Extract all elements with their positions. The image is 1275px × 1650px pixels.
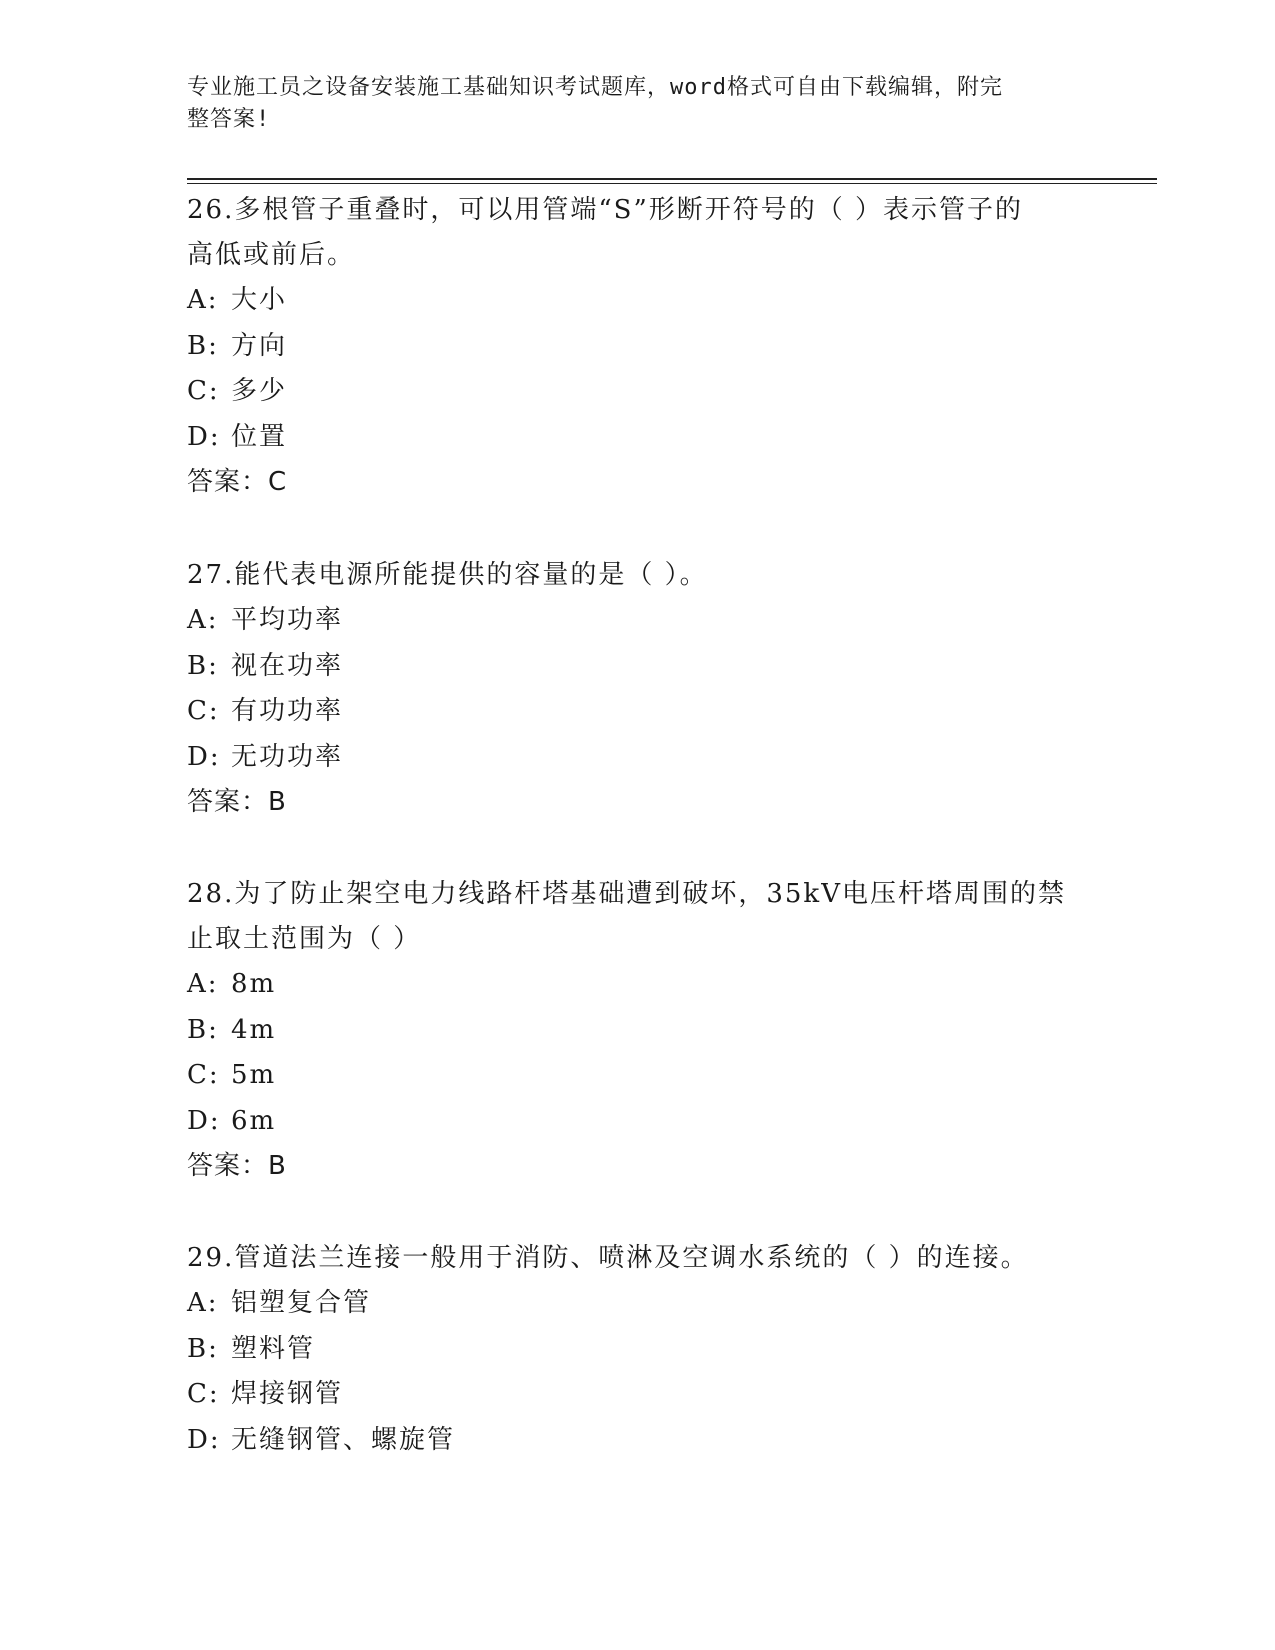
option-letter: C: xyxy=(187,376,220,406)
option-text: 塑料管 xyxy=(231,1333,316,1364)
option-c xyxy=(187,369,1087,415)
option-d xyxy=(187,1418,1087,1464)
header-divider-thin xyxy=(187,183,1157,184)
option-c xyxy=(187,1372,1087,1418)
answer-line: 答案：B xyxy=(187,787,287,817)
answer-line: 答案：B xyxy=(187,1151,287,1181)
option-a xyxy=(187,1281,1087,1327)
option-b xyxy=(187,1008,1087,1054)
question-27 xyxy=(187,553,1087,825)
option-letter: B: xyxy=(187,1014,219,1045)
question-28 xyxy=(187,872,1087,1189)
option-text: 5m xyxy=(231,1060,277,1090)
question-stem-line: 29.管道法兰连接一般用于消防、喷淋及空调水系统的（ ）的连接。 xyxy=(187,1243,1029,1273)
option-d xyxy=(187,735,1087,781)
header-divider-thick xyxy=(187,178,1157,180)
option-letter: C: xyxy=(187,696,220,726)
option-text: 大小 xyxy=(231,285,288,315)
option-text: 铝塑复合管 xyxy=(231,1288,372,1318)
option-letter: B: xyxy=(187,1333,219,1364)
option-letter: A: xyxy=(187,1288,219,1318)
option-text: 6m xyxy=(231,1105,277,1136)
question-29 xyxy=(187,1236,1087,1463)
option-b xyxy=(187,324,1087,370)
option-b xyxy=(187,1327,1087,1373)
option-text: 多少 xyxy=(231,376,288,406)
question-stem-line: 止取土范围为（ ） xyxy=(187,924,422,954)
option-letter: C: xyxy=(187,1379,220,1409)
header-line-1: 专业施工员之设备安装施工基础知识考试题库，word格式可自由下载编辑，附完 xyxy=(187,75,1003,100)
option-letter: D: xyxy=(187,1105,221,1136)
header-line-2: 整答案! xyxy=(187,107,271,132)
option-a xyxy=(187,278,1087,324)
option-text: 无功功率 xyxy=(231,741,344,772)
option-text: 8m xyxy=(231,969,277,999)
option-text: 位置 xyxy=(231,421,288,452)
question-26 xyxy=(187,188,1087,505)
question-stem-line: 26.多根管子重叠时，可以用管端“S”形断开符号的（ ）表示管子的 xyxy=(187,195,1024,225)
answer-line: 答案：C xyxy=(187,467,288,497)
question-stem-line: 28.为了防止架空电力线路杆塔基础遭到破坏，35kV电压杆塔周围的禁 xyxy=(187,879,1066,909)
option-letter: A: xyxy=(187,969,219,999)
option-letter: B: xyxy=(187,330,219,361)
option-d xyxy=(187,1099,1087,1145)
option-d xyxy=(187,415,1087,461)
option-letter: A: xyxy=(187,285,219,315)
option-text: 平均功率 xyxy=(231,605,344,635)
document-header xyxy=(187,72,1087,136)
option-letter: B: xyxy=(187,650,219,681)
option-text: 有功功率 xyxy=(231,696,344,726)
option-letter: D: xyxy=(187,1424,221,1455)
question-stem-line: 高低或前后。 xyxy=(187,240,356,270)
option-text: 视在功率 xyxy=(231,650,344,681)
option-text: 焊接钢管 xyxy=(231,1379,344,1409)
option-text: 无缝钢管、螺旋管 xyxy=(231,1424,456,1455)
question-stem-line: 27.能代表电源所能提供的容量的是（ ）。 xyxy=(187,560,708,590)
option-a xyxy=(187,598,1087,644)
option-letter: D: xyxy=(187,741,221,772)
option-b xyxy=(187,644,1087,690)
option-c xyxy=(187,689,1087,735)
option-letter: D: xyxy=(187,421,221,452)
option-a xyxy=(187,962,1087,1008)
option-letter: A: xyxy=(187,605,219,635)
option-text: 4m xyxy=(231,1014,277,1045)
option-letter: C: xyxy=(187,1060,220,1090)
option-c xyxy=(187,1053,1087,1099)
option-text: 方向 xyxy=(231,330,288,361)
